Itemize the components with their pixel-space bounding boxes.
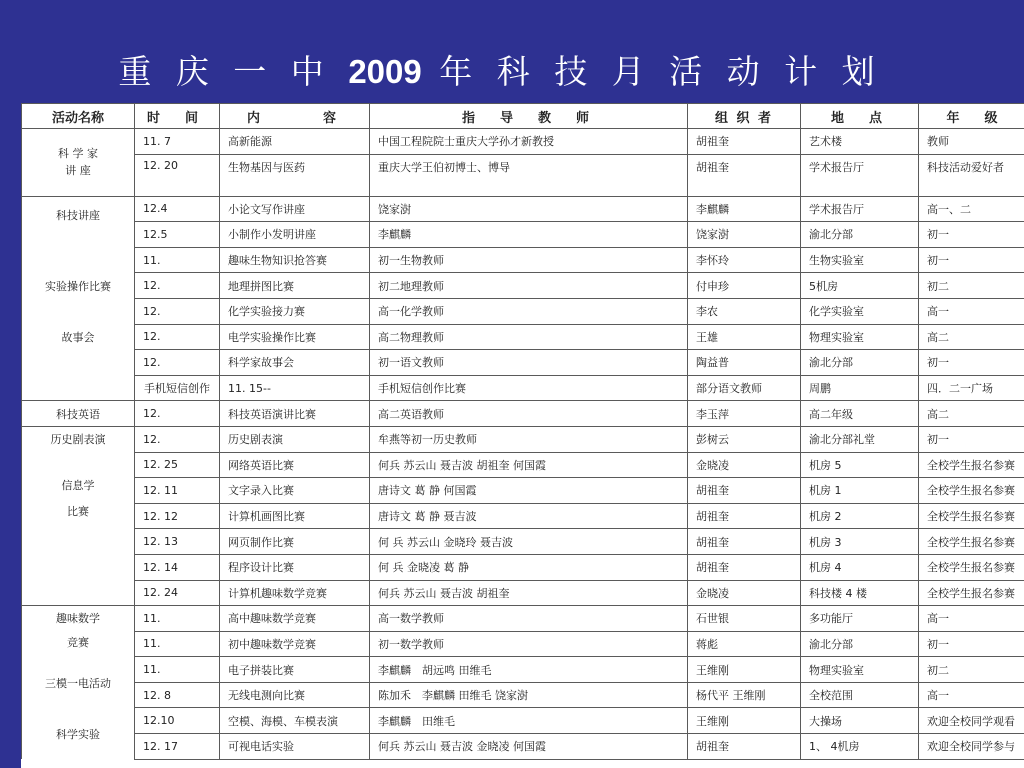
content-cell: 计算机趣味数学竞赛 [220, 580, 370, 606]
time-cell: 12.10 [135, 708, 220, 734]
teacher-cell: 唐诗文 葛 静 何国霞 [370, 478, 688, 504]
table-row [22, 222, 1024, 248]
teacher-cell: 何兵 苏云山 聂吉波 胡祖奎 何国霞 [370, 452, 688, 478]
header-time: 时 间 [135, 104, 220, 129]
activity-cell [22, 426, 135, 605]
content-cell: 地理拼图比赛 [220, 273, 370, 299]
table-row [22, 478, 1024, 504]
place-cell: 机房 1 [801, 478, 919, 504]
teacher-cell: 饶家澍 [370, 196, 688, 222]
content-cell: 可视电话实验 [220, 734, 370, 760]
time-cell: 12. 12 [135, 503, 220, 529]
activity-label: 历史剧表演 [50, 432, 106, 446]
place-cell: 科技楼 4 楼 [801, 580, 919, 606]
teacher-cell: 高二物理教师 [370, 324, 688, 350]
table-row [22, 154, 1024, 196]
content-cell: 电学实验操作比赛 [220, 324, 370, 350]
title-rest: 年 科 技 月 活 动 计 划 [439, 52, 882, 91]
organizer-cell: 王维刚 [688, 657, 801, 683]
teacher-cell: 初一生物教师 [370, 247, 688, 273]
content-cell: 历史剧表演 [220, 426, 370, 452]
time-cell: 12. 24 [135, 580, 220, 606]
activity-label: 三模一电活动 [45, 677, 111, 691]
content-cell: 科技英语演讲比赛 [220, 401, 370, 427]
page-title [0, 50, 1000, 94]
content-cell: 电子拼装比赛 [220, 657, 370, 683]
content-cell: 手机短信创作比赛 [370, 375, 688, 401]
place-cell: 化学实验室 [801, 298, 919, 324]
teacher-cell: 中国工程院院士重庆大学孙才新教授 [370, 129, 688, 155]
place-cell: 1、 4机房 [801, 734, 919, 760]
table-row [22, 529, 1024, 555]
teacher-cell: 何 兵 苏云山 金晓玲 聂吉波 [370, 529, 688, 555]
content-cell: 程序设计比赛 [220, 554, 370, 580]
content-cell: 小制作小发明讲座 [220, 222, 370, 248]
grade-cell: 全校学生报名参赛 [919, 478, 1024, 504]
grade-cell: 初一 [919, 426, 1024, 452]
organizer-cell: 彭树云 [688, 426, 801, 452]
organizer-cell: 王雄 [688, 324, 801, 350]
table-row [22, 734, 1024, 760]
organizer-cell: 金晓凌 [688, 452, 801, 478]
teacher-cell: 部分语文教师 [688, 375, 801, 401]
grade-cell: 初一 [919, 222, 1024, 248]
organizer-cell: 胡祖奎 [688, 503, 801, 529]
table-row [22, 708, 1024, 734]
left-bar [0, 103, 21, 768]
organizer-cell: 李农 [688, 298, 801, 324]
teacher-cell: 何兵 苏云山 聂吉波 金晓凌 何国霞 [370, 734, 688, 760]
organizer-cell: 胡祖奎 [688, 129, 801, 155]
time-cell: 12. 14 [135, 554, 220, 580]
time-cell: 12. 11 [135, 478, 220, 504]
time-cell: 11. 7 [135, 129, 220, 155]
organizer-cell: 胡祖奎 [688, 529, 801, 555]
activity-label: 比赛 [67, 504, 89, 518]
place-cell: 学术报告厅 [801, 196, 919, 222]
table-row [22, 375, 1024, 401]
grade-cell: 欢迎全校同学观看 [919, 708, 1024, 734]
title-year: 2009 [348, 53, 422, 90]
place-cell: 渝北分部 [801, 222, 919, 248]
table-row [22, 129, 1024, 155]
content-cell: 计算机画图比赛 [220, 503, 370, 529]
organizer-cell: 付申珍 [688, 273, 801, 299]
time-cell: 12. 25 [135, 452, 220, 478]
time-cell: 12. 17 [135, 734, 220, 760]
activity-label: 故事会 [61, 330, 95, 344]
table-row [22, 452, 1024, 478]
content-cell: 生物基因与医药 [220, 154, 370, 196]
content-cell: 空模、海模、车模表演 [220, 708, 370, 734]
grade-cell: 初二 [919, 657, 1024, 683]
activity-label: 讲 座 [65, 164, 91, 178]
title-banner [0, 0, 1024, 103]
teacher-cell: 牟燕等初一历史教师 [370, 426, 688, 452]
organizer-cell: 王维刚 [688, 708, 801, 734]
header-teacher: 指 导 教 师 [370, 104, 688, 129]
teacher-cell: 初二地理教师 [370, 273, 688, 299]
time-cell: 11. [135, 606, 220, 632]
teacher-cell: 唐诗文 葛 静 聂吉波 [370, 503, 688, 529]
grade-cell: 高二 [919, 401, 1024, 427]
content-cell: 高中趣味数学竞赛 [220, 606, 370, 632]
header-content: 内 容 [220, 104, 370, 129]
header-activity: 活动名称 [22, 104, 135, 129]
content-cell: 文字录入比赛 [220, 478, 370, 504]
place-cell: 机房 5 [801, 452, 919, 478]
grade-cell: 全校学生报名参赛 [919, 529, 1024, 555]
table-row [22, 606, 1024, 632]
teacher-cell: 李麒麟 田维毛 [370, 708, 688, 734]
teacher-cell: 李麒麟 [370, 222, 688, 248]
place-cell: 物理实验室 [801, 657, 919, 683]
activity-cell: 手机短信创作 [135, 375, 220, 401]
place-cell: 高二年级 [801, 401, 919, 427]
time-cell: 12. 13 [135, 529, 220, 555]
grade-cell: 初一 [919, 247, 1024, 273]
content-cell: 无线电测向比赛 [220, 682, 370, 708]
table-row [22, 580, 1024, 606]
grade-cell: 高一 [919, 606, 1024, 632]
organizer-cell: 李怀玲 [688, 247, 801, 273]
table-row [22, 631, 1024, 657]
table-row [22, 554, 1024, 580]
place-cell: 多功能厅 [801, 606, 919, 632]
activity-label: 科技讲座 [56, 208, 100, 222]
organizer-cell: 李玉萍 [688, 401, 801, 427]
time-cell: 12. [135, 324, 220, 350]
content-cell: 网页制作比赛 [220, 529, 370, 555]
time-cell: 12.4 [135, 196, 220, 222]
organizer-cell: 周鹏 [801, 375, 919, 401]
organizer-cell: 饶家澍 [688, 222, 801, 248]
table-row [22, 350, 1024, 376]
organizer-cell: 石世银 [688, 606, 801, 632]
time-cell: 11. 15-- [220, 375, 370, 401]
place-cell: 生物实验室 [801, 247, 919, 273]
content-cell: 趣味生物知识抢答赛 [220, 247, 370, 273]
teacher-cell: 高一化学教师 [370, 298, 688, 324]
activity-cell [22, 196, 135, 401]
time-cell: 11. [135, 657, 220, 683]
activity-label: 竞赛 [67, 636, 89, 650]
content-cell: 科学家故事会 [220, 350, 370, 376]
organizer-cell: 胡祖奎 [688, 734, 801, 760]
activity-label: 趣味数学 [56, 612, 100, 626]
activity-label: 科学实验 [56, 728, 100, 742]
grade-cell: 欢迎全校同学参与 [919, 734, 1024, 760]
grade-cell: 高一、二 [919, 196, 1024, 222]
place-cell: 全校范围 [801, 682, 919, 708]
activity-cell [22, 606, 135, 760]
header-organizer: 组 织 者 [688, 104, 801, 129]
place-cell: 学术报告厅 [801, 154, 919, 196]
time-cell: 12. [135, 350, 220, 376]
organizer-cell: 胡祖奎 [688, 154, 801, 196]
grade-cell: 高一 [919, 298, 1024, 324]
grade-cell: 教师 [919, 129, 1024, 155]
place-cell: 机房 4 [801, 554, 919, 580]
time-cell: 11. [135, 247, 220, 273]
table-row [22, 324, 1024, 350]
table-row [22, 273, 1024, 299]
organizer-cell: 蒋彪 [688, 631, 801, 657]
grade-cell: 初一 [919, 631, 1024, 657]
title-school: 重 庆 一 中 [118, 52, 331, 91]
header-row [22, 104, 1024, 129]
organizer-cell: 胡祖奎 [688, 554, 801, 580]
table-row [22, 298, 1024, 324]
activity-cell [22, 129, 135, 197]
content-cell: 高新能源 [220, 129, 370, 155]
teacher-cell: 陈加禾 李麒麟 田维毛 饶家澍 [370, 682, 688, 708]
table-row [22, 401, 1024, 427]
place-cell: 渝北分部礼堂 [801, 426, 919, 452]
teacher-cell: 何 兵 金晓凌 葛 静 [370, 554, 688, 580]
teacher-cell: 李麒麟 胡远鸣 田维毛 [370, 657, 688, 683]
place-cell: 渝北分部 [801, 350, 919, 376]
time-cell: 12. [135, 401, 220, 427]
table-row [22, 247, 1024, 273]
time-cell: 12. [135, 426, 220, 452]
time-cell: 12. [135, 298, 220, 324]
table-row [22, 196, 1024, 222]
grade-cell: 全校学生报名参赛 [919, 452, 1024, 478]
organizer-cell: 杨代平 王维刚 [688, 682, 801, 708]
teacher-cell: 何兵 苏云山 聂吉波 胡祖奎 [370, 580, 688, 606]
place-cell: 机房 3 [801, 529, 919, 555]
content-cell: 化学实验接力赛 [220, 298, 370, 324]
table-row [22, 503, 1024, 529]
teacher-cell: 重庆大学王伯初博士、博导 [370, 154, 688, 196]
header-grade: 年 级 [919, 104, 1024, 129]
time-cell: 12. 20 [135, 154, 220, 196]
schedule-table [21, 103, 1024, 760]
place-cell: 艺术楼 [801, 129, 919, 155]
organizer-cell: 陶益普 [688, 350, 801, 376]
activity-label: 科 学 家 [58, 147, 98, 161]
place-cell: 5机房 [801, 273, 919, 299]
organizer-cell: 胡祖奎 [688, 478, 801, 504]
content-cell: 小论文写作讲座 [220, 196, 370, 222]
time-cell: 12.5 [135, 222, 220, 248]
activity-cell: 科技英语 [22, 401, 135, 427]
teacher-cell: 初一数学教师 [370, 631, 688, 657]
time-cell: 12. 8 [135, 682, 220, 708]
teacher-cell: 高一数学教师 [370, 606, 688, 632]
content-cell: 初中趣味数学竞赛 [220, 631, 370, 657]
activity-label: 信息学 [61, 478, 95, 492]
place-cell: 机房 2 [801, 503, 919, 529]
grade-cell: 科技活动爱好者 [919, 154, 1024, 196]
grade-cell: 全校学生报名参赛 [919, 554, 1024, 580]
place-cell: 物理实验室 [801, 324, 919, 350]
grade-cell: 高一 [919, 682, 1024, 708]
table-row [22, 426, 1024, 452]
table-row [22, 657, 1024, 683]
teacher-cell: 高二英语教师 [370, 401, 688, 427]
grade-cell: 初二 [919, 273, 1024, 299]
table-row [22, 682, 1024, 708]
time-cell: 11. [135, 631, 220, 657]
place-cell: 四．二一广场 [919, 375, 1024, 401]
activity-label: 实验操作比赛 [45, 279, 111, 293]
grade-cell: 高二 [919, 324, 1024, 350]
teacher-cell: 初一语文教师 [370, 350, 688, 376]
content-cell: 网络英语比赛 [220, 452, 370, 478]
grade-cell: 全校学生报名参赛 [919, 580, 1024, 606]
header-place: 地 点 [801, 104, 919, 129]
grade-cell: 全校学生报名参赛 [919, 503, 1024, 529]
time-cell: 12. [135, 273, 220, 299]
grade-cell: 初一 [919, 350, 1024, 376]
place-cell: 渝北分部 [801, 631, 919, 657]
schedule-sheet [21, 103, 1024, 768]
organizer-cell: 金晓凌 [688, 580, 801, 606]
organizer-cell: 李麒麟 [688, 196, 801, 222]
place-cell: 大操场 [801, 708, 919, 734]
